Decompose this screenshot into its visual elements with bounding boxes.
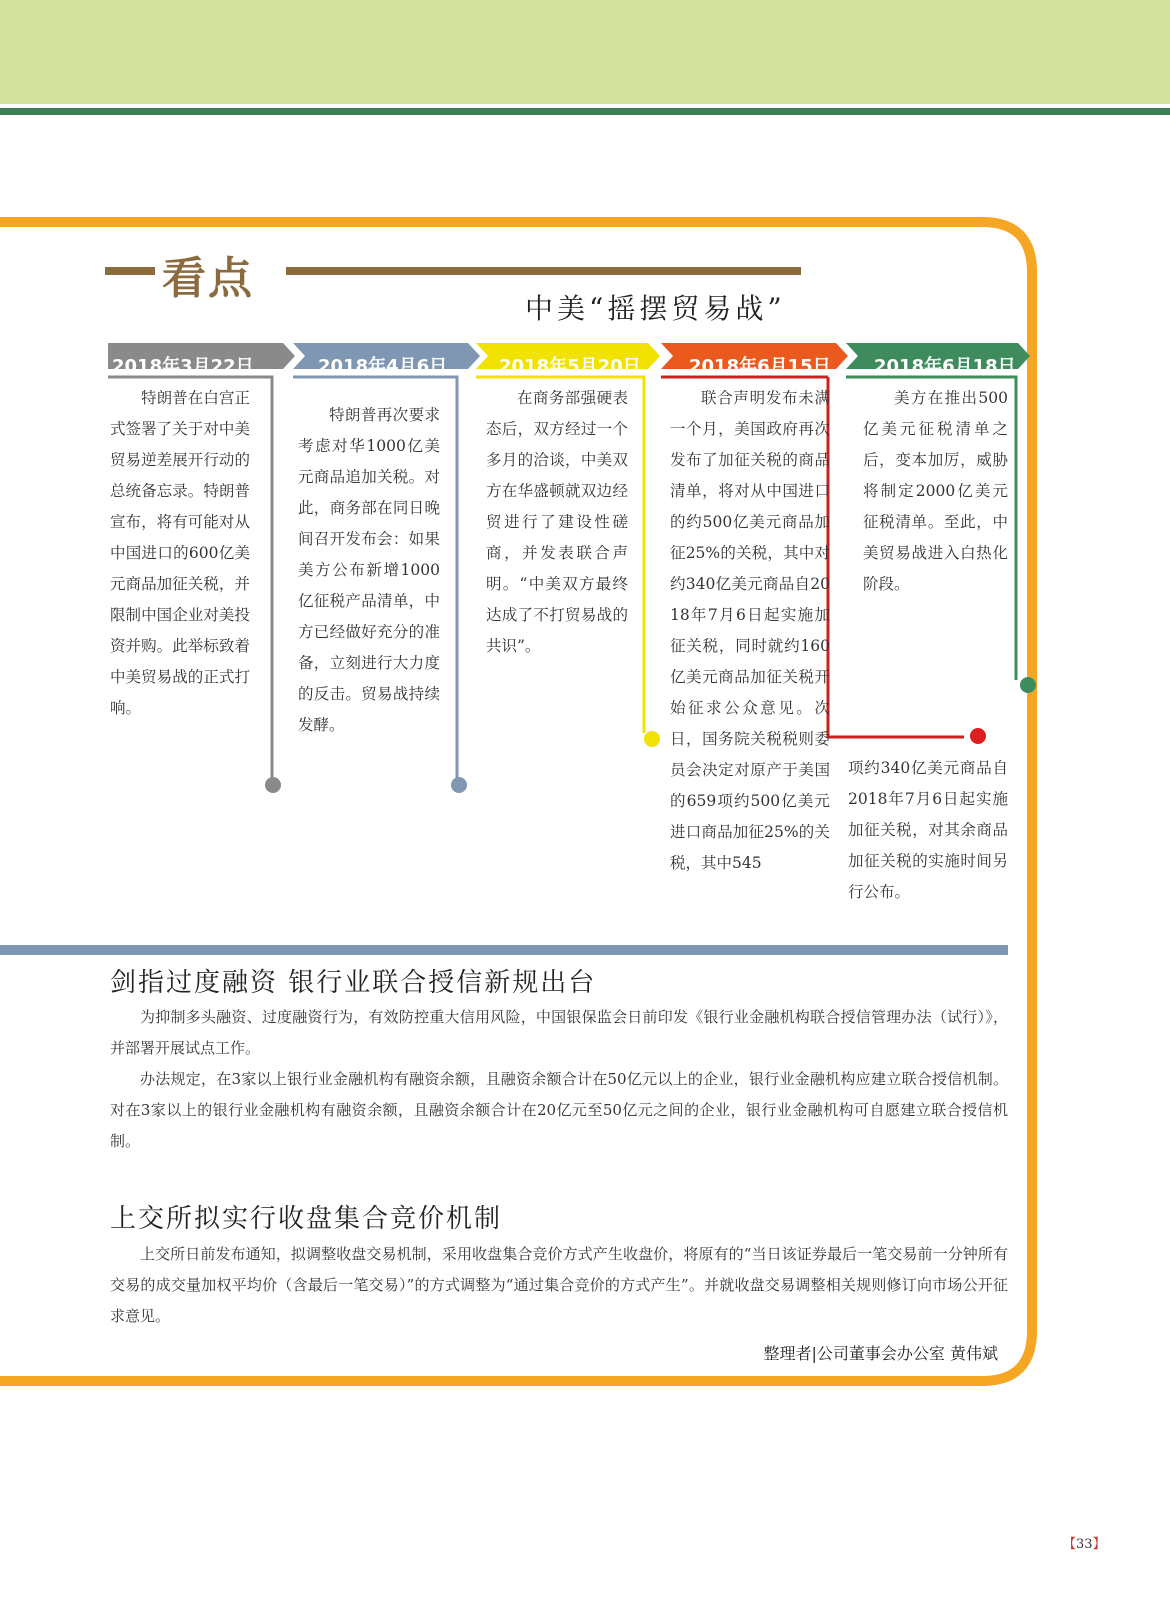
- timeline-dot-1: [265, 777, 281, 793]
- timeline-text-2: 特朗普再次要求考虑对华1000亿美元商品追加关税。对此，商务部在同日晚间召开发布会：如果美方公布新增1000亿征税产品清单，中方已经做好充分的准备，立刻进行大力度的反击。贸易战持续发酵。: [298, 406, 440, 734]
- article-2-title: 上交所拟实行收盘集合竞价机制: [110, 1204, 503, 1234]
- timeline-text-4-continued: 项约340亿美元商品自2018年7月6日起实施加征关税，对其余商品加征关税的实施时间另行公布。: [848, 759, 1008, 901]
- timeline-date-4: 2018年6月15日: [689, 356, 831, 377]
- timeline-title: 中美“摇摆贸易战”: [525, 292, 786, 325]
- article-1-body: [110, 1002, 1008, 1157]
- timeline-dot-2: [451, 777, 467, 793]
- timeline-text-5: 美方在推出500亿美元征税清单之后，变本加厉，威胁将制定2000亿美元征税清单。至此，中美贸易战进入白热化阶段。: [863, 389, 1008, 593]
- timeline-text-3: 在商务部强硬表态后，双方经过一个多月的洽谈，中美双方在华盛顿就双边经贸进行了建设性磋商，并发表联合声明。“中美双方最终达成了不打贸易战的共识”。: [486, 389, 628, 655]
- timeline-dot-5: [1020, 677, 1036, 693]
- section-heading: 看点: [162, 253, 254, 304]
- timeline-dot-4: [970, 728, 986, 744]
- section-divider: [0, 945, 1008, 955]
- timeline-text-1: 特朗普在白宫正式签署了关于对中美贸易逆差展开行动的总统备忘录。特朗普宣布，将有可能对从中国进口的600亿美元商品加征关税，并限制中国企业对美投资并购。此举标致着中美贸易战的正式打响。: [110, 389, 250, 717]
- timeline-date-1: 2018年3月22日: [112, 356, 254, 377]
- page-number: 【33】: [1063, 1537, 1106, 1552]
- timeline-dot-3: [644, 731, 660, 747]
- article-1-paragraph-1: 为抑制多头融资、过度融资行为，有效防控重大信用风险，中国银保监会日前印发《银行业金融机构联合授信管理办法（试行）》，并部署开展试点工作。: [110, 1008, 1008, 1057]
- timeline-date-3: 2018年5月20日: [499, 356, 641, 377]
- timeline-date-5: 2018年6月18日: [874, 356, 1016, 377]
- article-1-paragraph-2: 办法规定，在3家以上银行业金融机构有融资余额，且融资余额合计在50亿元以上的企业，银行业金融机构应建立联合授信机制。对在3家以上的银行业金融机构有融资余额，且融资余额合计在20亿元至50亿元之间的企业，银行业金融机构可自愿建立联合授信机制。: [110, 1070, 1008, 1150]
- timeline-date-2: 2018年4月6日: [318, 356, 448, 377]
- editor-credit: 整理者|公司董事会办公室 黄伟斌: [763, 1344, 998, 1363]
- heading-rule-left: [105, 267, 155, 275]
- timeline-text-4: 联合声明发布未满一个月，美国政府再次发布了加征关税的商品清单，将对从中国进口的约500亿美元商品加征25%的关税，其中对约340亿美元商品自2018年7月6日起实施加征关税，同时就约160亿美元商品加征关税开始征求公众意见。次日，国务院关税税则委员会决定对原产于美国的659项约500亿美元进口商品加征25%的关税，其中545: [670, 389, 830, 872]
- article-1-title: 剑指过度融资 银行业联合授信新规出台: [110, 968, 597, 998]
- heading-rule-right: [286, 267, 801, 275]
- article-2-paragraph-1: 上交所日前发布通知，拟调整收盘交易机制，采用收盘集合竞价方式产生收盘价，将原有的“当日该证券最后一笔交易前一分钟所有交易的成交量加权平均价（含最后一笔交易）”的方式调整为“通过集合竞价的方式产生”。并就收盘交易调整相关规则修订向市场公开征求意见。: [110, 1245, 1008, 1325]
- article-2-body: [110, 1239, 1008, 1332]
